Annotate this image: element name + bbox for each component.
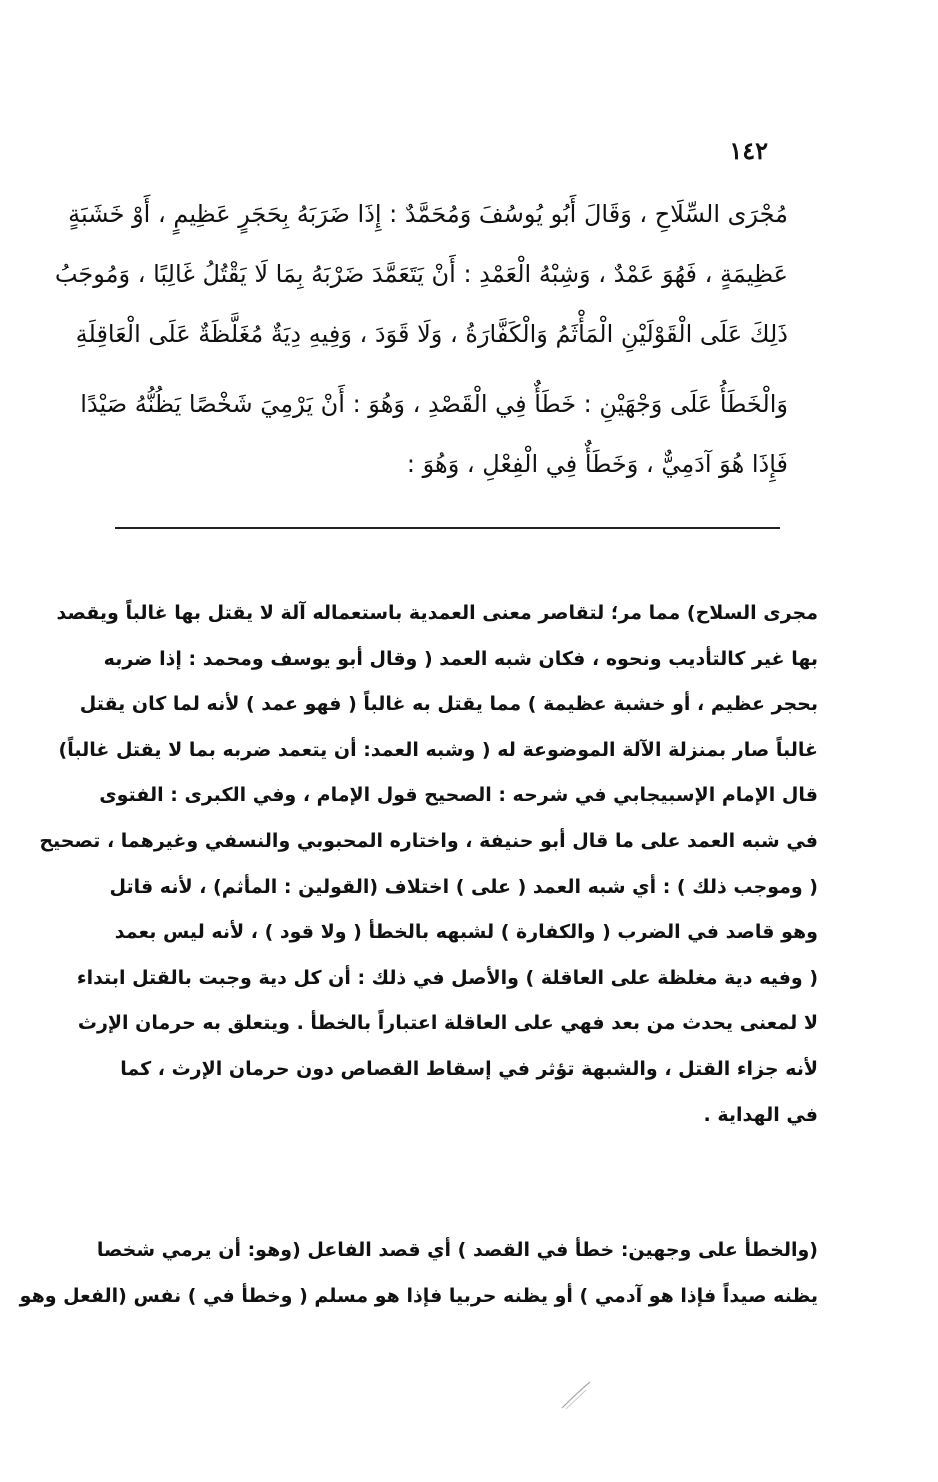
- matn-line: وَالْخَطَأُ عَلَى وَجْهَيْنِ : خَطَأٌ فِي الْقَصْدِ ، وَهُوَ : أَنْ يَرْمِيَ شَخْصًا يَظُنُّهُ صَيْدًا: [80, 390, 788, 418]
- matn-paragraph-1: [54, 184, 788, 364]
- commentary-line: مجرى السلاح) مما مر؛ لتقاصر معنى العمدية باستعماله آلة لا يقتل بها غالباً ويقصد: [56, 602, 818, 624]
- commentary-line: بها غير كالتأديب ونحوه ، فكان شبه العمد ( وقال أبو يوسف ومحمد : إذا ضربه: [103, 647, 818, 670]
- matn-paragraph-2: [80, 374, 788, 494]
- commentary-line: لأنه جزاء القتل ، والشبهة تؤثر في إسقاط القصاص دون حرمان الإرث ، كما: [120, 1057, 818, 1080]
- matn-line: فَإِذَا هُوَ آدَمِيٌّ ، وَخَطَأٌ فِي الْفِعْلِ ، وَهُوَ :: [406, 450, 788, 478]
- commentary-line: في الهداية .: [703, 1103, 818, 1126]
- commentary-line: يظنه صيداً فإذا هو آدمي ) أو يظنه حربيا فإذا هو مسلم ( وخطأ في ) نفس (الفعل وهو: [19, 1284, 818, 1307]
- pencil-mark: [560, 1378, 594, 1412]
- commentary-line: ( وفيه دية مغلظة على العاقلة ) والأصل في ذلك : أن كل دية وجبت بالقتل ابتداء: [76, 966, 818, 989]
- matn-line: ذَلِكَ عَلَى الْقَوْلَيْنِ الْمَأْثَمُ وَالْكَفَّارَةُ ، وَلَا قَوَدَ ، وَفِيهِ دِيَةٌ مُغَلَّظَةٌ عَلَى الْعَاقِلَةِ: [75, 320, 788, 348]
- commentary-line: (والخطأ على وجهين: خطأ في القصد ) أي قصد الفاعل (وهو: أن يرمي شخصا: [96, 1239, 818, 1261]
- commentary-paragraph-2: [19, 1228, 818, 1319]
- commentary-line: غالباً صار بمنزلة الآلة الموضوعة له ( وشبه العمد: أن يتعمد ضربه بما لا يقتل غالباً): [58, 738, 818, 761]
- commentary-line: ( وموجب ذلك ) : أي شبه العمد ( على ) اختلاف (القولين : المأثم) ، لأنه قاتل: [109, 875, 818, 898]
- commentary-line: لا لمعنى يحدث من بعد فهي على العاقلة اعتباراً بالخطأ . ويتعلق به حرمان الإرث: [77, 1012, 818, 1035]
- commentary-line: وهو قاصد في الضرب ( والكفارة ) لشبهه بالخطأ ( ولا قود ) ، لأنه ليس بعمد: [114, 921, 818, 944]
- commentary-line: بحجر عظيم ، أو خشبة عظيمة ) مما يقتل به غالباً ( فهو عمد ) لأنه لما كان يقتل: [79, 693, 818, 716]
- section-divider: [115, 527, 780, 529]
- commentary-line: في شبه العمد على ما قال أبو حنيفة ، واختاره المحبوبي والنسفي وغيرهما ، تصحيح: [39, 829, 818, 852]
- matn-line: عَظِيمَةٍ ، فَهُوَ عَمْدٌ ، وَشِبْهُ الْعَمْدِ : أَنْ يَتَعَمَّدَ ضَرْبَهُ بِمَا لَا يَقْتُلُ غَالِبًا ، وَمُوجَبُ: [54, 260, 788, 288]
- commentary-line: قال الإمام الإسبيجابي في شرحه : الصحيح قول الإمام ، وفي الكبرى : الفتوى: [99, 784, 818, 807]
- commentary-paragraph-1: [39, 591, 818, 1138]
- page-number: ١٤٢: [729, 136, 768, 165]
- matn-line: مُجْرَى السِّلَاحِ ، وَقَالَ أَبُو يُوسُفَ وَمُحَمَّدٌ : إِذَا ضَرَبَهُ بِحَجَرٍ عَظِيمٍ ، أَوْ خَشَبَةٍ: [68, 200, 788, 228]
